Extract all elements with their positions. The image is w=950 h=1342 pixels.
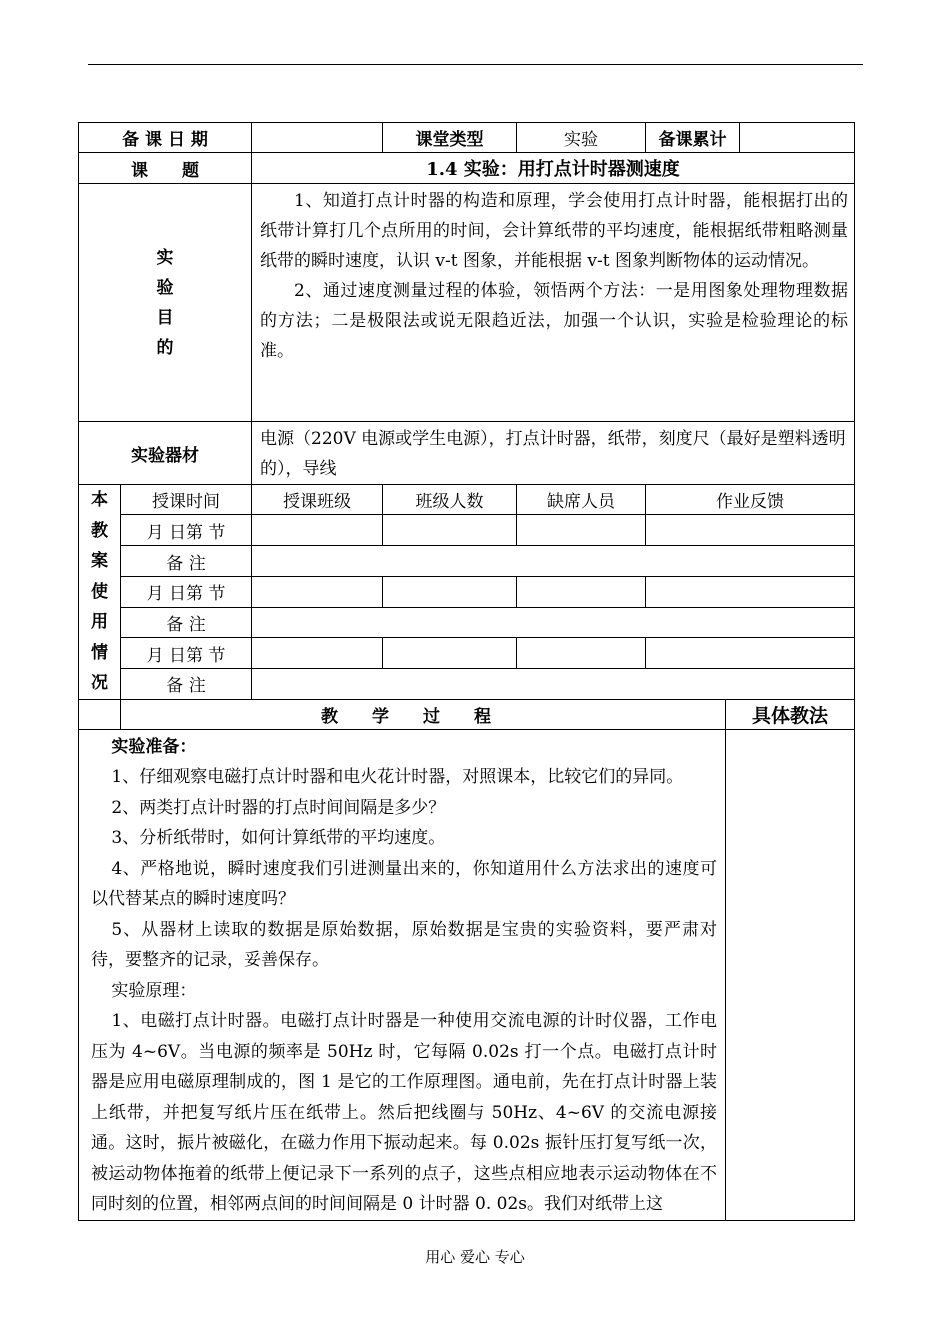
note-cell — [252, 669, 855, 699]
session-cell — [252, 515, 383, 546]
header-rule — [88, 64, 863, 65]
topic-value: 1.4 实验：用打点计时器测速度 — [252, 153, 855, 184]
usage-char: 使 — [91, 581, 108, 602]
purpose-paragraph: 1、知道打点计时器的构造和原理，学会使用打点计时器，能根据打出的纸带计算打几个点所用的时间，会计算纸带的平均速度，能根据纸带粗略测量纸带的瞬时速度，认识 v-t 图象，并能根据 v-t 图象判断物体的运动情况。 — [260, 191, 849, 271]
note-label: 备 注 — [121, 607, 252, 637]
session-cell — [646, 638, 855, 669]
session-row — [79, 638, 855, 669]
process-heading: 教学过程 — [121, 699, 726, 729]
purpose-char: 目 — [156, 307, 174, 328]
lesson-plan-table — [78, 122, 855, 1221]
count-label: 备课累计 — [646, 123, 740, 153]
session-cell — [646, 576, 855, 607]
col-absent: 缺席人员 — [517, 485, 646, 515]
note-cell — [252, 607, 855, 637]
purpose-char: 验 — [156, 277, 174, 298]
note-row — [79, 669, 855, 699]
prep-item: 3、分析纸带时，如何计算纸带的平均速度。 — [111, 828, 446, 848]
process-row — [79, 729, 855, 1220]
note-label: 备 注 — [121, 546, 252, 576]
col-class: 授课班级 — [252, 485, 383, 515]
header-row — [79, 123, 855, 153]
process-header-spacer — [79, 699, 121, 729]
count-value — [740, 123, 855, 153]
session-cell — [517, 515, 646, 546]
purpose-paragraph: 2、通过速度测量过程的体验，领悟两个方法：一是用图象处理物理数据的方法；二是极限法或说无限趋近法，加强一个认识，实验是检验理论的标准。 — [260, 281, 849, 361]
note-row — [79, 607, 855, 637]
usage-char: 情 — [91, 642, 108, 663]
prep-item: 5、从器材上读取的数据是原始数据，原始数据是宝贵的实验资料，要严肃对待，要整齐的记录，妥善保存。 — [91, 919, 718, 970]
purpose-char: 实 — [156, 247, 174, 268]
usage-char: 用 — [91, 612, 108, 632]
process-header-row — [79, 699, 855, 729]
usage-char: 况 — [91, 673, 108, 693]
session-cell — [252, 576, 383, 607]
type-value: 实验 — [517, 123, 646, 153]
purpose-char: 的 — [156, 337, 174, 358]
equipment-row — [79, 422, 855, 485]
page-footer: 用心 爱心 专心 — [425, 1248, 525, 1266]
session-label: 月 日第 节 — [121, 638, 252, 669]
col-teaching-time: 授课时间 — [121, 485, 252, 515]
session-cell — [383, 638, 517, 669]
principle-title: 实验原理： — [111, 980, 197, 1001]
prep-item: 1、仔细观察电磁打点计时器和电火花计时器，对照课本，比较它们的异同。 — [111, 767, 684, 787]
usage-header-row — [79, 485, 855, 515]
date-value — [252, 123, 383, 153]
process-content — [79, 729, 726, 1220]
purpose-text — [252, 184, 855, 422]
prep-item: 2、两类打点计时器的打点时间间隔是多少？ — [111, 797, 446, 818]
usage-char: 教 — [91, 520, 108, 541]
prep-item: 4、严格地说，瞬时速度我们引进测量出来的，你知道用什么方法求出的速度可以代替某点的瞬时速度吗？ — [91, 858, 718, 909]
principle-text: 1、电磁打点计时器。电磁打点计时器是一种使用交流电源的计时仪器，工作电压为 4~6V。当电源的频率是 50Hz 时，它每隔 0.02s 打一个点。电磁打点计时器是应用电磁原理制成的，图 1 是它的工作原理图。通电前，先在打点计时器上装上纸带，并把复写纸片压在纸带上。然后把线圈与 50Hz、4~6V 的交流电源接通。这时，振片被磁化，在磁力作用下振动起来。每 0.02s 振针压打复写纸一次，被运动物体拖着的纸带上便记录下一系列的点子，这些点相应地表示运动物体在不同时刻的位置，相邻两点间的时间间隔是 0 计时器 0. 02s。我们对纸带上这 — [91, 1011, 718, 1214]
session-cell — [517, 638, 646, 669]
topic-row — [79, 153, 855, 184]
topic-label: 课 题 — [79, 153, 252, 184]
note-cell — [252, 546, 855, 576]
usage-label — [79, 485, 121, 700]
session-label: 月 日第 节 — [121, 515, 252, 546]
date-label: 备 课 日 期 — [79, 123, 252, 153]
usage-char: 案 — [91, 551, 108, 571]
usage-char: 本 — [91, 490, 108, 510]
col-homework-feedback: 作业反馈 — [646, 485, 855, 515]
purpose-label — [79, 184, 252, 422]
session-label: 月 日第 节 — [121, 576, 252, 607]
col-class-size: 班级人数 — [383, 485, 517, 515]
purpose-row — [79, 184, 855, 422]
equipment-label: 实验器材 — [79, 422, 252, 485]
method-content — [726, 729, 855, 1220]
session-cell — [646, 515, 855, 546]
prep-title: 实验准备： — [111, 736, 197, 757]
type-label: 课堂类型 — [383, 123, 517, 153]
session-row — [79, 576, 855, 607]
note-row — [79, 546, 855, 576]
method-heading: 具体教法 — [726, 699, 855, 729]
session-cell — [252, 638, 383, 669]
session-cell — [517, 576, 646, 607]
session-row — [79, 515, 855, 546]
session-cell — [383, 515, 517, 546]
note-label: 备 注 — [121, 669, 252, 699]
equipment-text: 电源（220V 电源或学生电源），打点计时器，纸带，刻度尺（最好是塑料透明的），导线 — [252, 422, 855, 485]
session-cell — [383, 576, 517, 607]
